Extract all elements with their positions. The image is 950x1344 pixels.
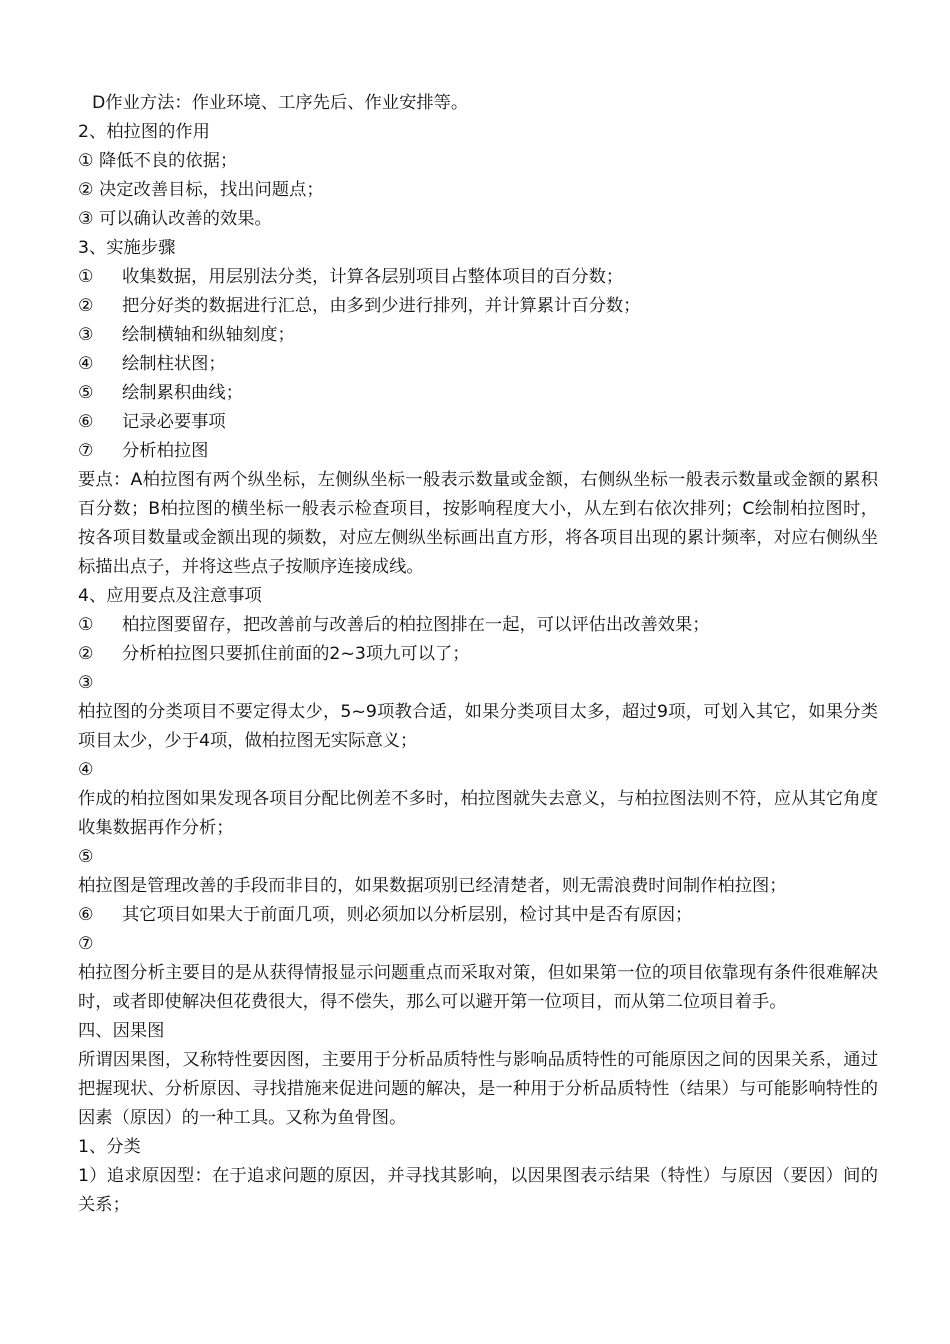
section-heading: 1、分类	[78, 1137, 141, 1157]
list-number: ⑥	[78, 412, 94, 432]
list-item	[78, 611, 878, 640]
list-number: ⑦	[78, 441, 94, 461]
list-item: ② 决定改善目标，找出问题点；	[78, 180, 324, 200]
list-text: 把分好类的数据进行汇总，由多到少进行排列，并计算累计百分数；	[122, 296, 641, 316]
section-heading: 2、柏拉图的作用	[78, 122, 210, 142]
list-text: 收集数据，用层别法分类，计算各层别项目占整体项目的百分数；	[122, 267, 624, 287]
section-heading: 四、因果图	[78, 1021, 165, 1041]
list-text: 记录必要事项	[122, 412, 226, 432]
list-text: 绘制累积曲线；	[122, 383, 243, 403]
list-number: ⑦	[78, 934, 94, 954]
list-item	[78, 901, 878, 930]
list-number: ④	[78, 760, 94, 780]
list-text: 柏拉图的分类项目不要定得太少，5~9项教合适，如果分类项目太多，超过9项，可划入其它，如果分类项目太少，少于4项，做柏拉图无实际意义；	[78, 702, 878, 751]
list-item	[78, 263, 878, 292]
list-number: ①	[78, 615, 94, 635]
list-number: ⑥	[78, 905, 94, 925]
list-number: ③	[78, 673, 94, 693]
list-text: 柏拉图要留存，把改善前与改善后的柏拉图排在一起，可以评估出改善效果；	[122, 615, 710, 635]
list-text: 其它项目如果大于前面几项，则必须加以分析层别，检讨其中是否有原因；	[122, 905, 693, 925]
document-page	[78, 89, 878, 1220]
list-item	[78, 379, 878, 408]
list-item	[78, 640, 878, 669]
list-number: ③	[78, 325, 94, 345]
list-number: ②	[78, 644, 94, 664]
section-heading: 3、实施步骤	[78, 238, 176, 258]
list-text: 柏拉图分析主要目的是从获得情报显示问题重点而采取对策，但如果第一位的项目依靠现有条件很难解决时，或者即使解决但花费很大，得不偿失，那么可以避开第一位项目，而从第二位项目着手。	[78, 963, 878, 1012]
list-number: ⑤	[78, 383, 94, 403]
list-item: ③ 可以确认改善的效果。	[78, 209, 272, 229]
list-text: 分析柏拉图只要抓住前面的2~3项九可以了；	[122, 644, 470, 664]
list-number: ⑤	[78, 847, 94, 867]
list-number: ④	[78, 354, 94, 374]
section-heading: 4、应用要点及注意事项	[78, 586, 262, 606]
list-item	[78, 350, 878, 379]
list-text: 作成的柏拉图如果发现各项目分配比例差不多时，柏拉图就失去意义，与柏拉图法则不符，应从其它角度收集数据再作分析；	[78, 789, 878, 838]
paragraph-type1: 1）追求原因型：在于追求问题的原因，并寻找其影响，以因果图表示结果（特性）与原因（要因）间的关系；	[78, 1166, 878, 1215]
list-item: ① 降低不良的依据；	[78, 151, 238, 171]
list-item	[78, 321, 878, 350]
text-line: D作业方法：作业环境、工序先后、作业安排等。	[92, 93, 469, 113]
list-item	[78, 292, 878, 321]
list-text: 绘制横轴和纵轴刻度；	[122, 325, 295, 345]
list-text: 柏拉图是管理改善的手段而非目的，如果数据项别已经清楚者，则无需浪费时间制作柏拉图；	[78, 876, 787, 896]
list-text: 绘制柱状图；	[122, 354, 226, 374]
paragraph-keypoints: 要点：A柏拉图有两个纵坐标，左侧纵坐标一般表示数量或金额，右侧纵坐标一般表示数量或金额的累积百分数；B柏拉图的横坐标一般表示检查项目，按影响程度大小，从左到右依次排列；C绘制柏拉图时，按各项目数量或金额出现的频数，对应左侧纵坐标画出直方形，将各项目出现的累计频率，对应右侧纵坐标描出点子，并将这些点子按顺序连接成线。	[78, 470, 878, 577]
paragraph-fishbone: 所谓因果图，又称特性要因图，主要用于分析品质特性与影响品质特性的可能原因之间的因果关系，通过把握现状、分析原因、寻找措施来促进问题的解决，是一种用于分析品质特性（结果）与可能影响特性的因素（原因）的一种工具。又称为鱼骨图。	[78, 1050, 878, 1128]
list-item	[78, 437, 878, 466]
list-number: ①	[78, 267, 94, 287]
list-number: ②	[78, 296, 94, 316]
list-item	[78, 408, 878, 437]
list-text: 分析柏拉图	[122, 441, 209, 461]
